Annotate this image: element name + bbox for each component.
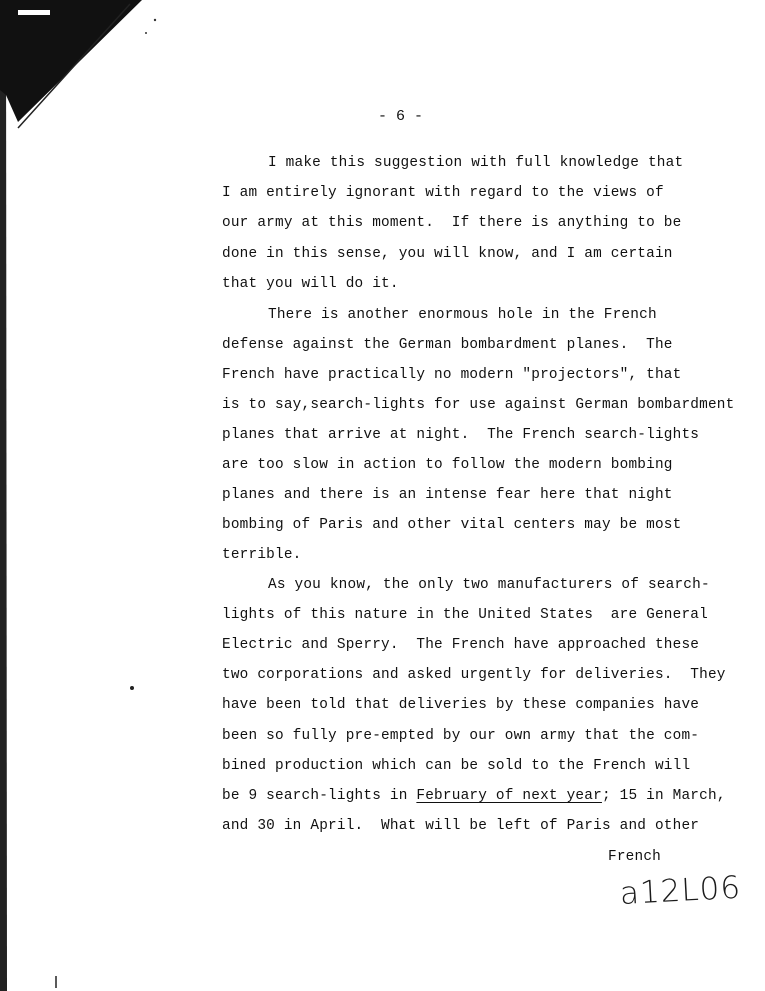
text-line: and 30 in April. What will be left of Paris and other bbox=[222, 818, 700, 834]
text-line: bombing of Paris and other vital centers may be most bbox=[222, 517, 682, 533]
scan-top-tab bbox=[18, 10, 50, 15]
page-number: - 6 - bbox=[378, 108, 424, 125]
underlined-phrase: February of next year bbox=[416, 788, 602, 804]
text-line: As you know, the only two manufacturers of search- bbox=[268, 577, 710, 593]
text-line: planes that arrive at night. The French search-lights bbox=[222, 427, 700, 443]
stray-dot bbox=[154, 19, 156, 21]
scan-edge-artifact bbox=[0, 0, 170, 991]
text-line: defense against the German bombardment planes. The bbox=[222, 337, 673, 353]
text-line: terrible. bbox=[222, 547, 302, 563]
text-line: French have practically no modern "projectors", that bbox=[222, 367, 682, 383]
text-line bbox=[222, 787, 726, 805]
text-line: planes and there is an intense fear here that night bbox=[222, 487, 673, 503]
text-line: that you will do it. bbox=[222, 276, 399, 292]
text-line: Electric and Sperry. The French have approached these bbox=[222, 637, 700, 653]
catchword: French bbox=[608, 849, 662, 865]
text-line: I am entirely ignorant with regard to the views of bbox=[222, 185, 664, 201]
text-line: are too slow in action to follow the modern bombing bbox=[222, 457, 673, 473]
text-line: lights of this nature in the United States are General bbox=[222, 607, 708, 623]
stray-dot bbox=[145, 32, 147, 34]
stray-dot bbox=[130, 686, 134, 690]
text-line: bined production which can be sold to the French will bbox=[222, 758, 691, 774]
text-line: I make this suggestion with full knowledge that bbox=[268, 155, 684, 171]
text-line: been so fully pre-empted by our own army that the com- bbox=[222, 728, 700, 744]
text-line: is to say,search-lights for use against German bombardment bbox=[222, 397, 735, 413]
text-segment: ; 15 in March, bbox=[601, 788, 726, 804]
scan-corner-shadow bbox=[0, 0, 7, 991]
text-segment: be 9 search-lights in bbox=[222, 788, 417, 804]
scan-corner-wedge bbox=[0, 0, 142, 122]
text-line: two corporations and asked urgently for deliveries. They bbox=[222, 667, 726, 683]
handwritten-document-number: a12L06 bbox=[619, 869, 742, 912]
text-line: done in this sense, you will know, and I am certain bbox=[222, 246, 673, 262]
text-line: There is another enormous hole in the French bbox=[268, 307, 657, 323]
text-line: have been told that deliveries by these companies have bbox=[222, 697, 700, 713]
text-line: our army at this moment. If there is anything to be bbox=[222, 215, 682, 231]
